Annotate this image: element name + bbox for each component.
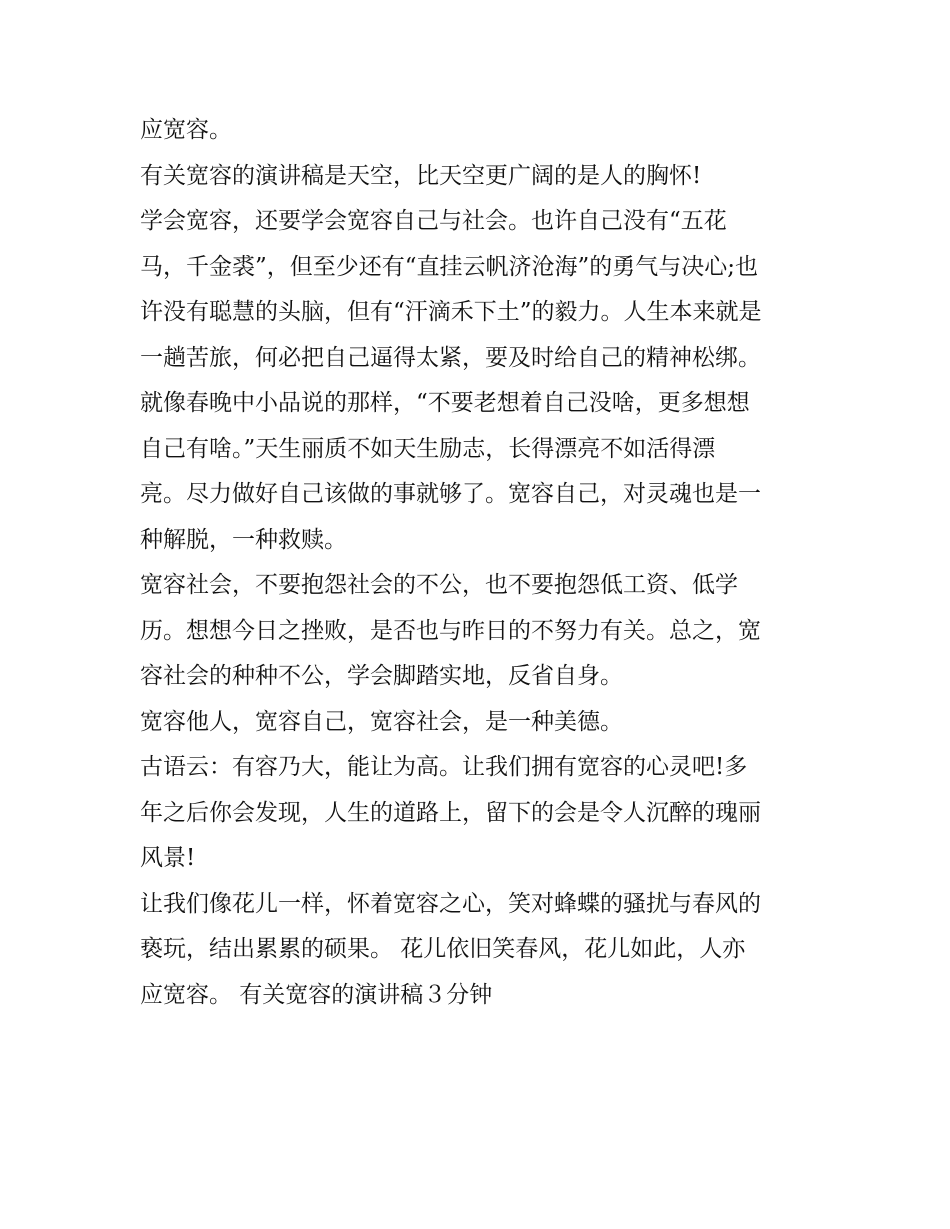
paragraph-2: 有关宽容的演讲稿是天空，比天空更广阔的是人的胸怀! [140, 162, 702, 189]
paragraph-6: 古语云：有容乃大，能让为高。让我们拥有宽容的心灵吧!多 年之后你会发现，人生的道路上，留下的会是令人沉醉的瑰丽 风景! [140, 754, 761, 871]
paragraph-3: 学会宽容，还要学会宽容自己与社会。也许自己没有“五花 马，千金裘”，但至少还有“直挂云帆济沧海”的勇气与决心;也 许没有聪慧的头脑，但有“汗滴禾下土”的毅力。人生本来就是 一趟苦旅，何必把自己逼得太紧，要及时给自己的精神松绑。 就像春晚中小品说的那样，“不要老想着自己没啥，更多想想 自己有啥。”天生丽质不如天生励志，长得漂亮不如活得漂 亮。尽力做好自己该做的事就够了。宽容自己，对灵魂也是一 种解脱，一种救赎。 [140, 208, 762, 553]
paragraph-7: 让我们像花儿一样，怀着宽容之心，笑对蜂蝶的骚扰与春风的 亵玩，结出累累的硕果。 花儿依旧笑春风，花儿如此，人亦 应宽容。 有关宽容的演讲稿３分钟 [140, 890, 761, 1008]
document-body [140, 108, 820, 1018]
paragraph-4: 宽容社会，不要抱怨社会的不公，也不要抱怨低工资、低学 历。想想今日之挫败，是否也与昨日的不努力有关。总之，宽 容社会的种种不公，学会脚踏实地，反省自身。 [140, 572, 761, 689]
paragraph-5: 宽容他人，宽容自己，宽容社会，是一种美德。 [140, 708, 623, 735]
paragraph-1: 应宽容。 [140, 117, 232, 143]
